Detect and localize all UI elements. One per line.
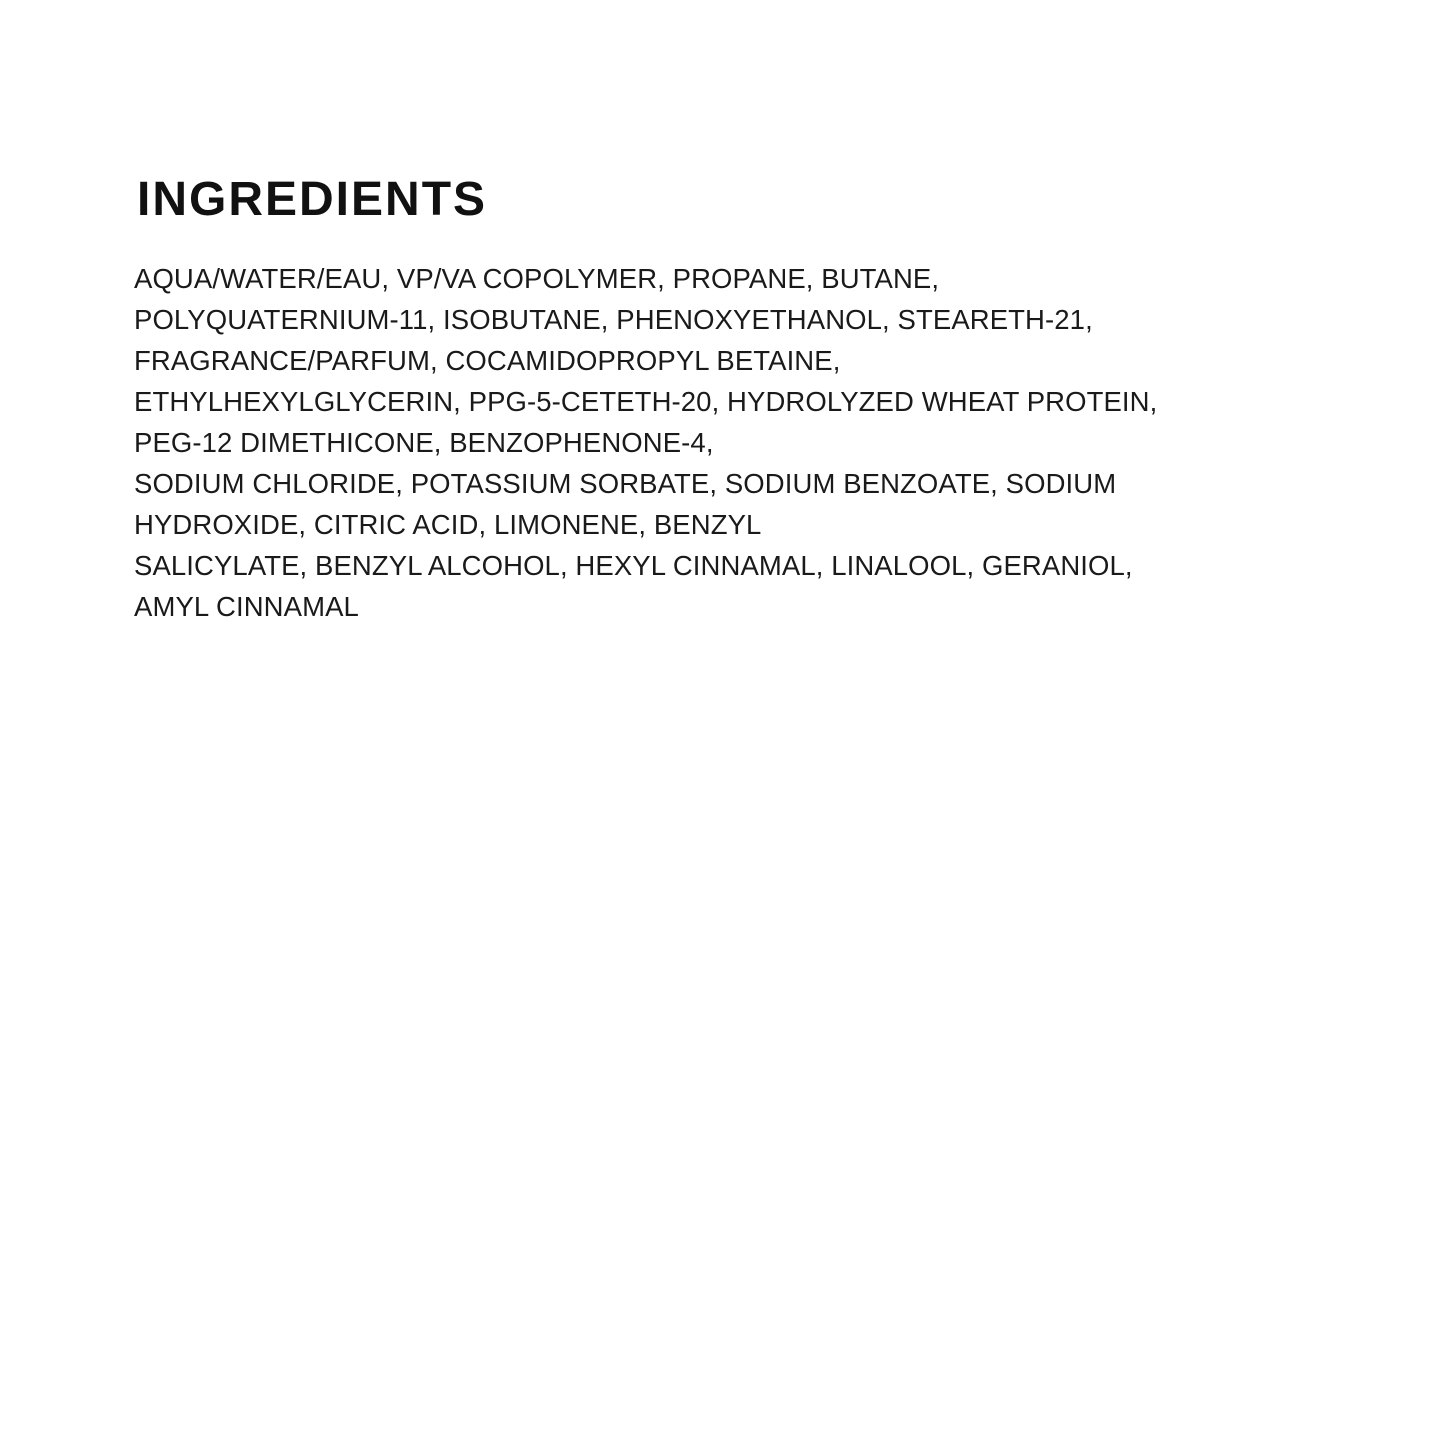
- ingredients-line: HYDROXIDE, CITRIC ACID, LIMONENE, BENZYL: [134, 509, 762, 540]
- ingredients-line: SALICYLATE, BENZYL ALCOHOL, HEXYL CINNAMAL, LINALOOL, GERANIOL,: [134, 550, 1133, 581]
- ingredients-line: POLYQUATERNIUM-11, ISOBUTANE, PHENOXYETHANOL, STEARETH-21,: [134, 304, 1093, 335]
- ingredients-line: ETHYLHEXYLGLYCERIN, PPG-5-CETETH-20, HYDROLYZED WHEAT PROTEIN,: [134, 386, 1158, 417]
- ingredients-line: FRAGRANCE/PARFUM, COCAMIDOPROPYL BETAINE,: [134, 345, 841, 376]
- ingredients-line: PEG-12 DIMETHICONE, BENZOPHENONE-4,: [134, 427, 714, 458]
- page-title: INGREDIENTS: [137, 173, 488, 227]
- ingredients-line: SODIUM CHLORIDE, POTASSIUM SORBATE, SODIUM BENZOATE, SODIUM: [134, 468, 1117, 499]
- ingredients-line: AMYL CINNAMAL: [134, 591, 359, 622]
- ingredients-line: AQUA/WATER/EAU, VP/VA COPOLYMER, PROPANE, BUTANE,: [134, 263, 940, 294]
- ingredients-list: [134, 258, 1294, 627]
